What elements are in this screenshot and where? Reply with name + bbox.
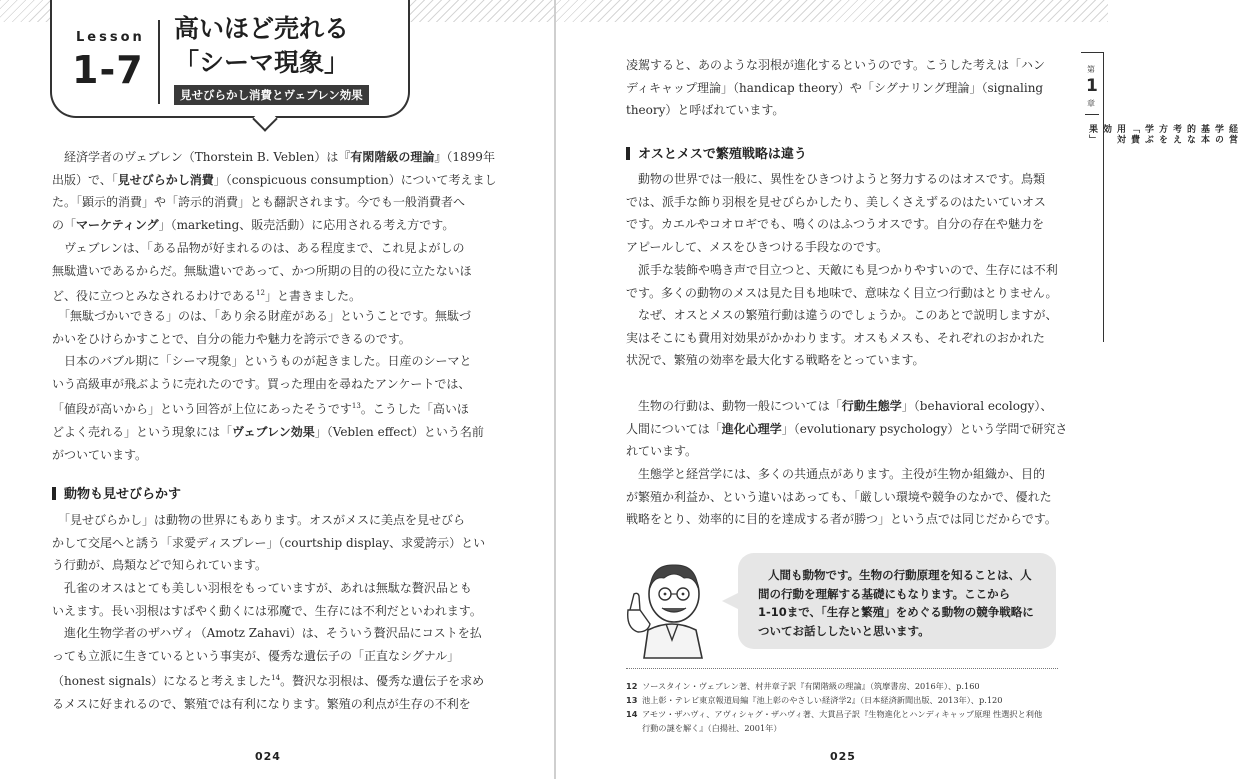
term-evolutionary-psychology: 進化心理学 bbox=[721, 421, 782, 436]
left-paragraph-4: 日本のバブル期に「シーマ現象」というものが起きました。日産のシーマと いう高級車が飛ぶように売れたのです。買った理由を尋ねたアンケートでは、 「値段が高いから」という回答が上位にあったそうです$^{13}$。こうした「高いほ どよく売れる」という現象には「ヴェブレン効果」（Veblen effect）という名前 がついています。 bbox=[52, 354, 484, 462]
chapter-number: 1 bbox=[1086, 76, 1098, 96]
chapter-prefix: 第 bbox=[1087, 65, 1095, 74]
page-number-left: 024 bbox=[255, 750, 281, 763]
left-paragraph-3: 「無駄づかいできる」のは、「あり余る財産がある」ということです。無駄づ かいをひけらかすことで、自分の能力や魅力を誇示できるのです。 bbox=[52, 309, 472, 346]
left-paragraph-7: 進化生物学者のザハヴィ（Amotz Zahavi）は、そういう贅沢品にコストを払 っても立派に生きているという事実が、優秀な遺伝子の「正直なシグナル」 （honest signals）になると考えました$^{14}$。贅沢な羽根は、優秀な遺伝子を求め るメスに好まれるので、繁殖では有利になります。繁殖の利点が生存の不利を bbox=[52, 626, 485, 712]
top-hatch-right bbox=[556, 0, 1108, 22]
chapter-suffix: 章 bbox=[1087, 99, 1095, 108]
left-paragraph-6: 孔雀のオスはとても美しい羽根をもっていますが、あれは無駄な贅沢品とも いえます。長い羽根はすばやく動くには邪魔で、生存には不利だといわれます。 bbox=[52, 581, 482, 618]
lesson-label: Lesson bbox=[76, 30, 145, 45]
footnote-13: 13 池上彰・テレビ東京報道局編『池上彰のやさしい経済学2』（日本経済新聞出版、2013年）、p.120 bbox=[626, 695, 1003, 705]
right-paragraph-4: なぜ、オスとメスの繁殖行動は違うのでしょうか。このあとで説明しますが、 実はそこにも費用対効果がかかわります。オスもメスも、それぞれのおかれた 状況で、繁殖の効率を最大化する戦略をとっています。 bbox=[626, 308, 1058, 368]
title-line-1: 高いほど売れる bbox=[174, 14, 350, 43]
speech-bubble-text: 人間も動物です。生物の行動原理を知ることは、人 間の行動を理解する基礎にもなります。ここから 1-10まで、「生存と繁殖」をめぐる動物の競争戦略に ついてお話ししたいと思います。 bbox=[758, 568, 1034, 638]
page-gutter bbox=[554, 0, 556, 779]
footnote-12: 12 ソースタイン・ヴェブレン著、村井章子訳『有閑階級の理論』（筑摩書房、2016年）、p.160 bbox=[626, 681, 980, 691]
heading-bar-icon bbox=[626, 147, 630, 160]
chapter-tab-divider bbox=[1085, 114, 1099, 115]
right-paragraph-6: 生態学と経営学には、多くの共通点があります。主役が生物か組織か、目的 が繁殖か利益か、という違いはあっても、「厳しい環境や競争のなかで、優れた 戦略をとり、効率的に目的を達成する者が勝つ」という点では同じだからです。 bbox=[626, 467, 1057, 527]
chapter-title-vertical: 経営学の基本的な考え方を学ぶ「費用対効果」 bbox=[1087, 124, 1237, 145]
lesson-subtitle: 見せびらかし消費とヴェブレン効果 bbox=[174, 85, 369, 105]
right-paragraph-2: 動物の世界では一般に、異性をひきつけようと努力するのはオスです。鳥類 では、派手な飾り羽根を見せびらかしたり、美しくさえずるのはたいていオス です。カエルやコオロギでも、鳴くのはふつうオスです。自分の存在や魅力を アピールして、メスをひきつける手段なのです。 bbox=[626, 172, 1046, 255]
lesson-number: 1-7 bbox=[72, 48, 144, 92]
term-behavioral-ecology: 行動生態学 bbox=[841, 399, 902, 413]
title-line-2: 「シーマ現象」 bbox=[174, 48, 350, 77]
section-heading-strategy: オスとメスで繁殖戦略は違う bbox=[626, 143, 807, 162]
footnote-ref-14: 14 bbox=[271, 674, 281, 683]
left-paragraph-5: 「見せびらかし」は動物の世界にもあります。オスがメスに美点を見せびら かして交尾へと誘う「求愛ディスプレー」（courtship display、求愛誇示）とい う行動が、鳥類などで知られています。 bbox=[52, 513, 486, 573]
heading-bar-icon bbox=[52, 487, 56, 500]
footnote-ref-12: 12 bbox=[256, 289, 265, 298]
footnote-divider bbox=[626, 668, 1058, 669]
footnote-ref-13: 13 bbox=[351, 402, 361, 411]
page-number-right: 025 bbox=[830, 750, 856, 763]
lesson-divider bbox=[158, 20, 160, 104]
footnotes bbox=[626, 679, 1042, 735]
right-paragraph-3: 派手な装飾や鳴き声で目立つと、天敵にも見つかりやすいので、生存には不利 です。多くの動物のメスは見た目も地味で、意味なく目立つ行動はとりません。 bbox=[626, 263, 1058, 300]
term-veblen-effect: ヴェブレン効果 bbox=[232, 425, 315, 440]
term-conspicuous-consumption: 見せびらかし消費 bbox=[117, 172, 214, 187]
professor-illustration bbox=[622, 548, 722, 658]
left-paragraph-1: 経済学者のヴェブレン（Thorstein B. Veblen）は『有閑階級の理論』（1899年 出版）で、「見せびらかし消費」（conspicuous consumption）について考えまし た。「顕示的消費」や「誇示的消費」とも翻訳されます。今でも一般消費者へ の「マーケティング」（marketing、販売活動）に応用される考え方です。 bbox=[52, 150, 497, 233]
right-paragraph-1: 凌駕すると、あのような羽根が進化するというのです。こうした考えは「ハン ディキャップ理論」（handicap theory）や「シグナリング理論」（signaling theory）と呼ばれています。 bbox=[626, 58, 1046, 118]
footnote-14: 14 アモツ・ザハヴィ、アヴィシャグ・ザハヴィ著、大貫昌子訳『生物進化とハンディキャップ原理 性選択と利他 行動の謎を解く』（白揚社、2001年） bbox=[626, 709, 1043, 733]
term-leisure-class: 有閑階級の理論 bbox=[350, 150, 435, 164]
right-paragraph-5: 生物の行動は、動物一般については「行動生態学」（behavioral ecology）、 人間については「進化心理学」（evolutionary psychology）という学問で研究さ れています。 bbox=[626, 399, 1068, 459]
chapter-side-rule bbox=[1103, 52, 1104, 342]
chapter-tab-top-rule bbox=[1081, 52, 1103, 53]
page-title bbox=[174, 12, 349, 80]
section-heading-animals: 動物も見せびらかす bbox=[52, 483, 181, 502]
term-marketing: マーケティング bbox=[76, 218, 159, 233]
left-paragraph-2: ヴェブレンは、「ある品物が好まれるのは、ある程度まで、これ見よがしの 無駄遣いであるからだ。無駄遣いであって、かつ所期の目的の役に立たないほ ど、役に立つとみなされるわけである$^{12}$」と書きました。 bbox=[52, 241, 472, 304]
